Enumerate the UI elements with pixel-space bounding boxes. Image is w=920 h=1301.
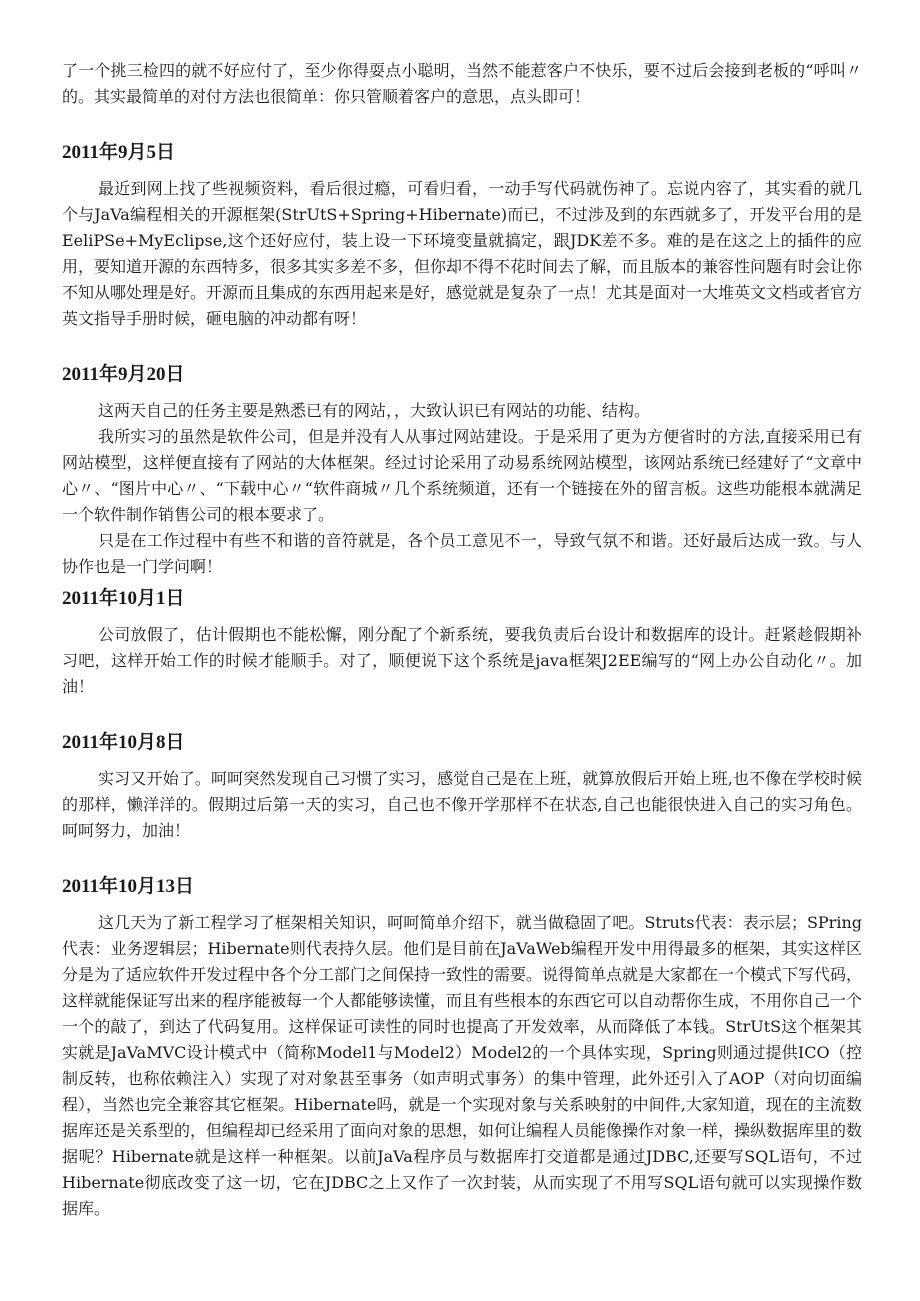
- document-page: [62, 58, 862, 1222]
- entry-date: 2011年10月1日: [62, 588, 185, 609]
- entry-paragraph: 我所实习的虽然是软件公司，但是并没有人从事过网站建设。于是采用了更为方便省时的方法,直接采用已有网站模型，这样便直接有了网站的大体框架。经过讨论采用了动易系统网站模型，该网站系统已经建好了“文章中心〃、“图片中心〃、“下载中心〃“软件商城〃几个系统频道，还有一个链接在外的留言板。这些功能根本就满足一个软件制作销售公司的根本要求了。: [62, 427, 862, 524]
- intro-paragraph: 了一个挑三检四的就不好应付了，至少你得耍点小聪明，当然不能惹客户不快乐，要不过后会接到老板的“呼叫〃的。其实最简单的对付方法也很简单：你只管顺着客户的意思，点头即可！: [62, 61, 862, 106]
- entry-paragraph: 这两天自己的任务主要是熟悉已有的网站，，大致认识已有网站的功能、结构。: [98, 401, 651, 420]
- entry-paragraph: 公司放假了，估计假期也不能松懈，刚分配了个新系统，要我负责后台设计和数据库的设计。赶紧趁假期补习吧，这样开始工作的时候才能顺手。对了，顺便说下这个系统是java框架J2EE编写的“网上办公自动化〃。加油！: [62, 625, 862, 696]
- entry-date: 2011年10月8日: [62, 732, 185, 753]
- entry-date: 2011年10月13日: [62, 876, 194, 897]
- entry-date: 2011年9月20日: [62, 364, 185, 385]
- entry-paragraph: 最近到网上找了些视频资料，看后很过瘾，可看归看，一动手写代码就伤神了。忘说内容了，其实看的就几个与JaVa编程相关的开源框架(StrUtS+Spring+Hibernate)而已，不过涉及到的东西就多了，开发平台用的是EeliPSe+MyEclipse,这个还好应付，装上设一下环境变量就搞定，跟JDK差不多。难的是在这之上的插件的应用，要知道开源的东西特多，很多其实多差不多，但你却不得不花时间去了解，而且版本的兼容性问题有时会让你不知从哪处理是好。开源而且集成的东西用起来是好，感觉就是复杂了一点！尤其是面对一大堆英文文档或者官方英文指导手册时候，砸电脑的冲动都有呀！: [62, 179, 863, 328]
- entry-date: 2011年9月5日: [62, 142, 175, 163]
- entry-paragraph: 这几天为了新工程学习了框架相关知识，呵呵简单介绍下，就当做稳固了吧。Struts代表：表示层；SPring代表：业务逻辑层；Hibernate则代表持久层。他们是目前在JaVaWeb编程开发中用得最多的框架，其实这样区分是为了适应软件开发过程中各个分工部门之间保持一致性的需要。说得简单点就是大家都在一个模式下写代码，这样就能保证写出来的程序能被每一个人都能够读懂，而且有些根本的东西它可以自动帮你生成，不用你自己一个一个的敲了，到达了代码复用。这样保证可读性的同时也提高了开发效率，从而降低了本钱。StrUtS这个框架其实就是JaVaMVC设计模式中（简称Model1与Model2）Model2的一个具体实现，Spring则通过提供ICO（控制反转，也称依赖注入）实现了对对象甚至事务（如声明式事务）的集中管理，此外还引入了AOP（对向切面编程），当然也完全兼容其它框架。Hibernate吗，就是一个实现对象与关系映射的中间件,大家知道，现在的主流数据库还是关系型的，但编程却已经采用了面向对象的思想，如何让编程人员能像操作对象一样，操纵数据库里的数据呢？Hibernate就是这样一种框架。以前JaVa程序员与数据库打交道都是通过JDBC,还要写SQL语句，不过Hibernate彻底改变了这一切，它在JDBC之上又作了一次封装，从而实现了不用写SQL语句就可以实现操作数据库。: [62, 913, 863, 1218]
- entry-paragraph: 只是在工作过程中有些不和谐的音符就是，各个员工意见不一，导致气氛不和谐。还好最后达成一致。与人协作也是一门学问啊！: [62, 531, 862, 576]
- entry-paragraph: 实习又开始了。呵呵突然发现自己习惯了实习，感觉自己是在上班，就算放假后开始上班,也不像在学校时候的那样，懒洋洋的。假期过后第一天的实习，自己也不像开学那样不在状态,自己也能很快进入自己的实习角色。呵呵努力，加油！: [62, 769, 862, 840]
